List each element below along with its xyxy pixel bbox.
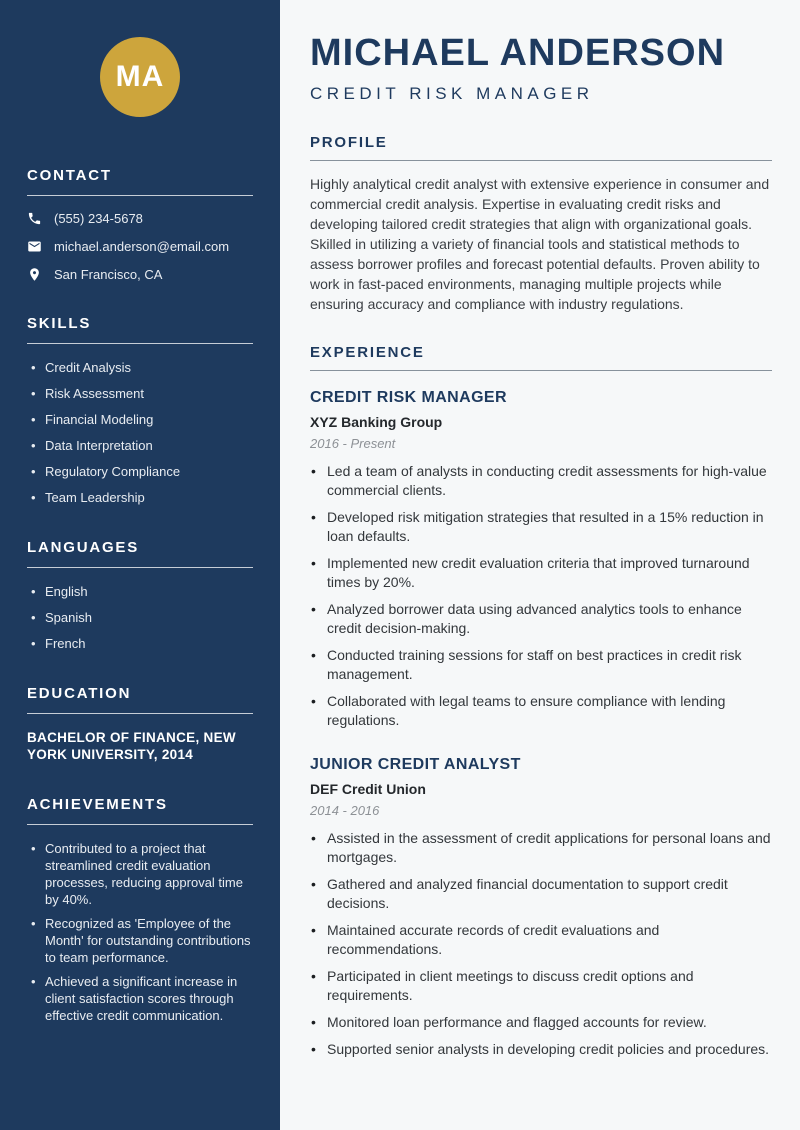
achievement-item: • Achieved a significant increase in client satisfaction scores through effective credit communication. [31, 973, 253, 1024]
location-icon [27, 267, 42, 282]
job-bullet: • Analyzed borrower data using advanced analytics tools to enhance credit decision-making. [310, 600, 772, 638]
job-bullet: • Monitored loan performance and flagged accounts for review. [310, 1013, 772, 1032]
profile-section [310, 134, 772, 314]
profile-text: Highly analytical credit analyst with extensive experience in consumer and commercial credit analysis. Expertise in evaluating credit risks and developing tailored credit strategies that align with organizational goals. Skilled in utilizing a variety of financial tools and statistical methods to assess borrower profiles and forecast potential defaults. Proven ability to work in fast-paced environments, managing multiple projects while ensuring accuracy and compliance with industry regulations. [310, 176, 770, 312]
job-bullet: • Participated in client meetings to discuss credit options and requirements. [310, 967, 772, 1005]
job-bullet: • Assisted in the assessment of credit applications for personal loans and mortgages. [310, 829, 772, 867]
skills-list [31, 359, 253, 506]
job-bullet: • Implemented new credit evaluation criteria that improved turnaround times by 20%. [310, 554, 772, 592]
achievements-list [31, 840, 253, 1024]
job-bullet: • Conducted training sessions for staff on best practices in credit risk management. [310, 646, 772, 684]
contact-heading: CONTACT [27, 167, 253, 196]
job-bullets [310, 829, 772, 1059]
language-item: • French [31, 635, 253, 652]
job-bullet: • Collaborated with legal teams to ensure compliance with lending regulations. [310, 692, 772, 730]
education-heading: EDUCATION [27, 685, 253, 714]
avatar [100, 37, 180, 117]
language-item: • English [31, 583, 253, 600]
job-bullet: • Maintained accurate records of credit evaluations and recommendations. [310, 921, 772, 959]
page-title: MICHAEL ANDERSON [310, 32, 726, 74]
job-title: JUNIOR CREDIT ANALYST [310, 756, 521, 773]
phone-icon [27, 211, 42, 226]
job-bullet: • Gathered and analyzed financial documentation to support credit decisions. [310, 875, 772, 913]
achievements-heading: ACHIEVEMENTS [27, 796, 253, 825]
skills-heading: SKILLS [27, 315, 253, 344]
contact-item-location [27, 267, 253, 282]
avatar-initials: MA [115, 60, 165, 93]
job-bullet: • Developed risk mitigation strategies that resulted in a 15% reduction in loan defaults. [310, 508, 772, 546]
language-item: • Spanish [31, 609, 253, 626]
achievements-section [27, 796, 253, 1024]
languages-list [31, 583, 253, 652]
job-company: XYZ Banking Group [310, 414, 443, 430]
experience-job-1 [310, 389, 772, 730]
skill-item: • Financial Modeling [31, 411, 253, 428]
education-section [27, 685, 253, 763]
contact-phone-value: (555) 234-5678 [54, 211, 143, 226]
sidebar [0, 0, 280, 1130]
skill-item: • Regulatory Compliance [31, 463, 253, 480]
job-bullet: • Supported senior analysts in developing credit policies and procedures. [310, 1040, 772, 1059]
job-subtitle: CREDIT RISK MANAGER [310, 84, 594, 103]
languages-heading: LANGUAGES [27, 539, 253, 568]
skill-item: • Data Interpretation [31, 437, 253, 454]
job-dates: 2016 - Present [310, 436, 396, 451]
email-icon [27, 239, 42, 254]
contact-item-email [27, 239, 253, 254]
job-company: DEF Credit Union [310, 781, 426, 797]
skill-item: • Credit Analysis [31, 359, 253, 376]
contact-item-phone [27, 211, 253, 226]
contact-section [27, 167, 253, 282]
experience-section [310, 344, 772, 1059]
job-dates: 2014 - 2016 [310, 803, 380, 818]
experience-heading: EXPERIENCE [310, 344, 772, 371]
contact-email-value: michael.anderson@email.com [54, 239, 230, 254]
main-content [280, 0, 800, 1130]
education-degree: BACHELOR OF FINANCE, NEW YORK UNIVERSITY, 2014 [27, 730, 236, 762]
achievement-item: • Recognized as 'Employee of the Month' for outstanding contributions to team performance. [31, 915, 253, 966]
skills-section [27, 315, 253, 506]
skill-item: • Risk Assessment [31, 385, 253, 402]
job-title: CREDIT RISK MANAGER [310, 389, 507, 406]
skill-item: • Team Leadership [31, 489, 253, 506]
profile-heading: PROFILE [310, 134, 772, 161]
languages-section [27, 539, 253, 652]
contact-location-value: San Francisco, CA [54, 267, 163, 282]
job-bullet: • Led a team of analysts in conducting credit assessments for high-value commercial clients. [310, 462, 772, 500]
job-bullets [310, 462, 772, 730]
experience-job-2 [310, 756, 772, 1059]
achievement-item: • Contributed to a project that streamlined credit evaluation processes, reducing approval time by 40%. [31, 840, 253, 908]
